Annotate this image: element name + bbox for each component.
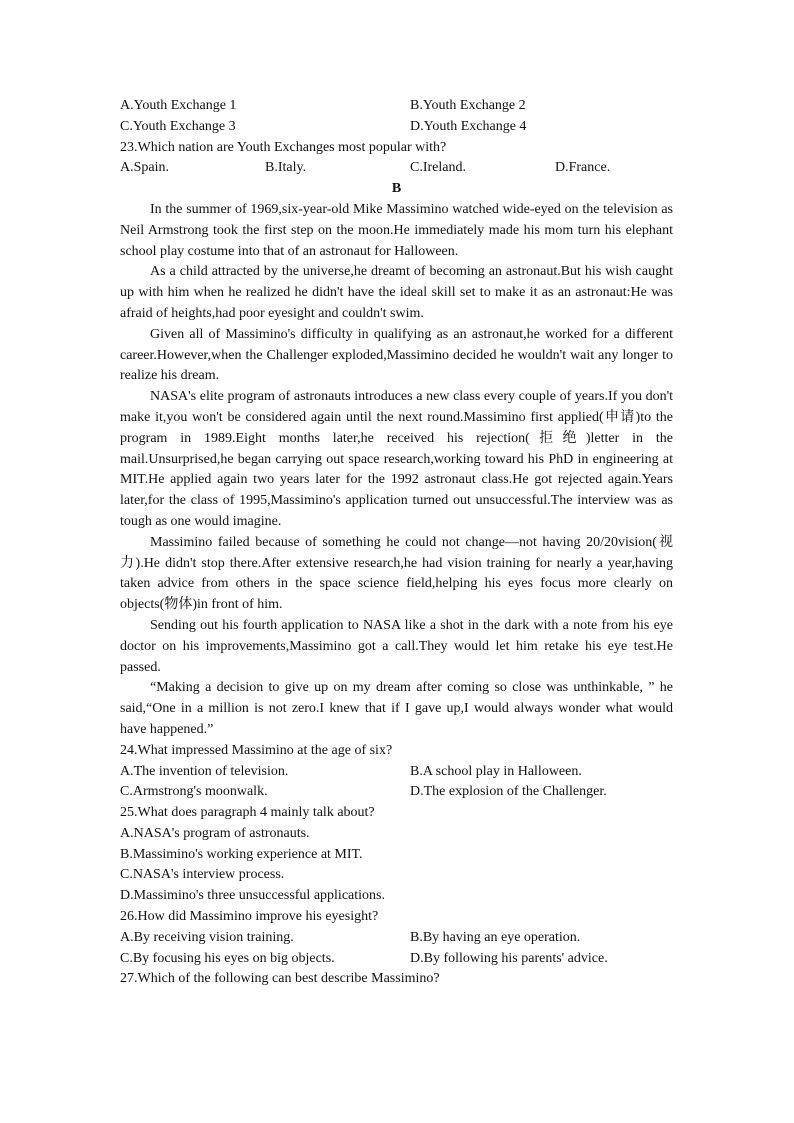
- passage-paragraph-7: “Making a decision to give up on my dream after coming so close was unthinkable, ” he said,“One in a million is not zero.I knew that if I gave up,I would always wonder what would have happened.”: [120, 680, 673, 737]
- q26-option-a: A.By receiving vision training.: [120, 929, 294, 945]
- q24-stem: 24.What impressed Massimino at the age of six?: [120, 742, 393, 758]
- q23-options-row: [120, 158, 673, 179]
- q23-option-a: A.Spain.: [120, 160, 169, 176]
- q27-stem: 27.Which of the following can best describe Massimino?: [120, 971, 440, 987]
- q25-option-a: A.NASA's program of astronauts.: [120, 825, 310, 841]
- passage-paragraph-6: Sending out his fourth application to NASA like a shot in the dark with a note from his eye doctor on his improvements,Massimino got a call.They would let him retake his eye test.He passed.: [120, 617, 673, 675]
- q24-options-row-2: [120, 782, 673, 803]
- q24-option-b: B.A school play in Halloween.: [410, 763, 582, 779]
- q23-stem: 23.Which nation are Youth Exchanges most popular with?: [120, 139, 447, 155]
- q24-option-c: C.Armstrong's moonwalk.: [120, 784, 268, 800]
- passage-paragraph-3: Given all of Massimino's difficulty in qualifying as an astronaut,he worked for a different career.However,when the Challenger exploded,Massimino decided he wouldn't wait any longer to realize his dream.: [120, 326, 673, 384]
- q24-option-a: A.The invention of television.: [120, 763, 289, 779]
- q26-options-row-1: [120, 928, 673, 949]
- q22-option-d: D.Youth Exchange 4: [410, 118, 527, 134]
- q26-option-d: D.By following his parents' advice.: [410, 950, 608, 966]
- document-content: [120, 96, 673, 990]
- q26-option-c: C.By focusing his eyes on big objects.: [120, 950, 335, 966]
- q25-option-c: C.NASA's interview process.: [120, 867, 285, 883]
- q25-stem: 25.What does paragraph 4 mainly talk about?: [120, 805, 375, 821]
- section-heading: B: [391, 181, 402, 197]
- q22-options-row-1: [120, 96, 673, 117]
- q25-option-d: D.Massimino's three unsuccessful applications.: [120, 888, 385, 904]
- q22-option-c: C.Youth Exchange 3: [120, 118, 236, 134]
- q22-option-b: B.Youth Exchange 2: [410, 98, 526, 113]
- q26-options-row-2: [120, 949, 673, 970]
- q22-option-a: A.Youth Exchange 1: [120, 98, 237, 113]
- q23-option-c: C.Ireland.: [410, 160, 466, 176]
- q23-option-b: B.Italy.: [265, 160, 307, 176]
- q23-option-d: D.France.: [555, 160, 611, 176]
- passage-paragraph-1: In the summer of 1969,six-year-old Mike Massimino watched wide-eyed on the television as Neil Armstrong took the first step on the moon.He immediately made his mom turn his elephant school play costume into that of an astronaut for Halloween.: [120, 201, 673, 259]
- q24-option-d: D.The explosion of the Challenger.: [410, 784, 607, 800]
- q25-option-b: B.Massimino's working experience at MIT.: [120, 846, 363, 862]
- passage-paragraph-5: Massimino failed because of something he could not change—not having 20/20vision(视力).He didn't stop there.After extensive research,he had vision training for nearly a year,having taken advice from others in the space science field,helping his eyes focus more clearly on objects(物体)in front of him.: [120, 534, 673, 613]
- q26-stem: 26.How did Massimino improve his eyesight?: [120, 909, 379, 925]
- q26-option-b: B.By having an eye operation.: [410, 929, 581, 945]
- passage-paragraph-4: NASA's elite program of astronauts introduces a new class every couple of years.If you don't make it,you won't be considered again until the next round.Massimino first applied(申请)to the program in 1989.Eight months later,he received his rejection(拒绝)letter in the mail.Unsurprised,he began carrying out space research,working toward his PhD in engineering at MIT.He applied again two years later for the 1992 astronaut class.He got rejected again.Years later,for the class of 1995,Massimino's application turned out unsuccessful.The interview was as tough as one would imagine.: [120, 389, 673, 529]
- q24-options-row-1: [120, 762, 673, 783]
- passage-paragraph-2: As a child attracted by the universe,he dreamt of becoming an astronaut.But his wish caught up with him when he realized he didn't have the ideal skill set to make it as an astronaut:He was afraid of heights,had poor eyesight and couldn't swim.: [120, 264, 673, 321]
- q22-options-row-2: [120, 117, 673, 138]
